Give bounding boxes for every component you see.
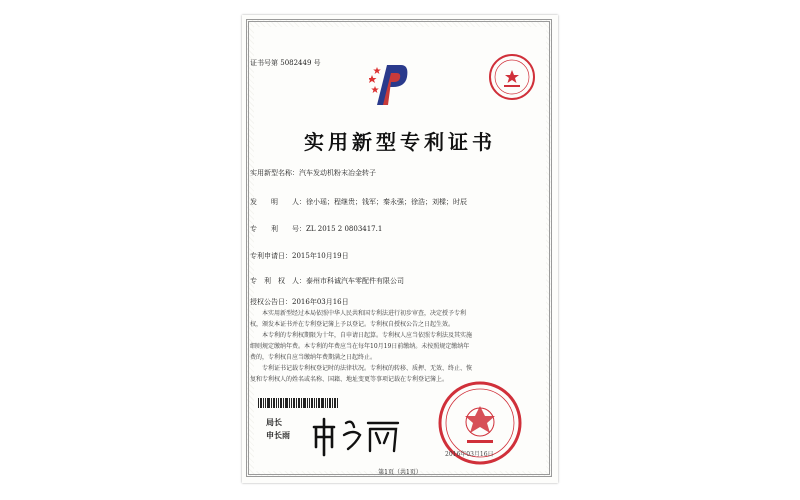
body-paragraph: 专利证书记载专利权登记时的法律状况。专利权的转移、质押、无效、终止、恢复和专利权人的姓名或名称、国籍、地址变更等事项记载在专利登记簿上。 xyxy=(250,365,473,383)
patent-number-label: 专 利 号： xyxy=(250,225,306,233)
seal-stamp-icon xyxy=(488,53,536,101)
grant-date-label: 授权公告日： xyxy=(250,298,292,306)
director-title: 局长 xyxy=(266,417,282,427)
invention-name-value: 汽车发动机粉末冶金转子 xyxy=(299,169,376,177)
grant-date-value: 2016年03月16日 xyxy=(292,298,349,306)
barcode xyxy=(258,398,370,408)
certificate-body xyxy=(250,308,474,385)
patentee-label: 专 利 权 人： xyxy=(250,277,306,285)
invention-name-row xyxy=(250,168,376,178)
seal-date: 2016年03月16日 xyxy=(445,451,494,458)
inventors-label: 发 明 人： xyxy=(250,198,306,206)
certificate-number-value: 5082449 xyxy=(280,59,312,67)
patent-number-value: ZL 2015 2 0803417.1 xyxy=(306,225,383,233)
grant-date-row xyxy=(250,297,349,307)
director-name: 申长雨 xyxy=(266,430,290,440)
patent-office-logo-icon xyxy=(369,59,409,109)
patentee-row xyxy=(250,276,404,286)
certificate-number xyxy=(250,58,321,68)
patent-certificate xyxy=(242,15,558,483)
certificate-title: 实用新型专利证书 xyxy=(304,130,496,154)
patent-number-row xyxy=(250,224,382,234)
inventors-row xyxy=(250,197,467,207)
certificate-number-suffix: 号 xyxy=(313,59,321,67)
handwritten-signature xyxy=(308,413,408,457)
page-number: 第1页（共1页） xyxy=(378,469,422,476)
certificate-number-label: 证书号第 xyxy=(250,59,278,67)
body-paragraph: 本实用新型经过本局依照中华人民共和国专利法进行初步审查，决定授予专利权，颁发本证书并在专利登记簿上予以登记。专利权自授权公告之日起生效。 xyxy=(250,310,467,328)
director-block xyxy=(266,416,290,442)
body-paragraph: 本专利的专利权期限为十年，自申请日起算。专利权人应当依照专利法及其实施细则规定缴纳年费。本专利的年费应当在每年10月19日前缴纳。未按照规定缴纳年费的，专利权自应当缴纳年费期满之日起终止。 xyxy=(250,332,473,361)
application-date-label: 专利申请日： xyxy=(250,252,292,260)
inventors-value: 徐小瑶；程继贵；钱军；秦永强；徐浩；刘樑；时辰 xyxy=(306,198,467,206)
invention-name-label: 实用新型名称： xyxy=(250,169,299,177)
application-date-value: 2015年10月19日 xyxy=(292,252,349,260)
application-date-row xyxy=(250,251,349,261)
patentee-value: 泰州市科诚汽车零配件有限公司 xyxy=(306,277,404,285)
